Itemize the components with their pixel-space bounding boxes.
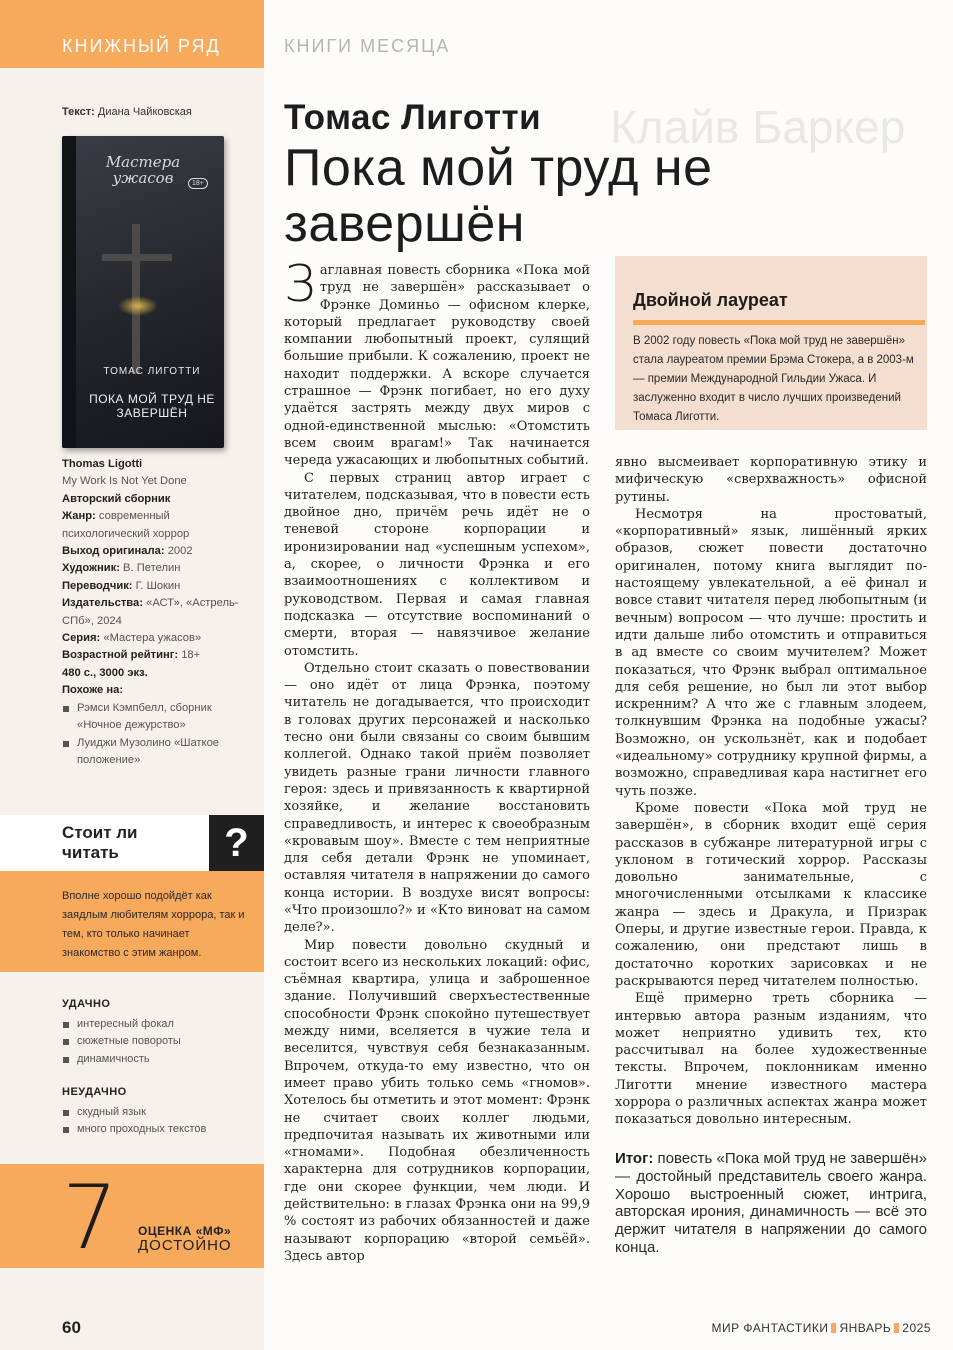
pros-label: УДАЧНО — [62, 998, 111, 1010]
summary-text: повесть «Пока мой труд не завершён» — достойный представитель своего жанра. Хорошо выстроенный сюжет, интрига, авторская ирония, динамичность — всё это держит читателя в напряжении до самого конца. — [615, 1150, 928, 1256]
rating-label: ОЦЕНКА «МФ» — [138, 1224, 232, 1238]
pros-item: динамичность — [62, 1051, 252, 1069]
year-value: 2002 — [167, 545, 193, 558]
pros-block — [62, 996, 252, 1068]
page-number: 60 — [62, 1318, 81, 1337]
series-value: «Мастера ужасов» — [103, 632, 202, 645]
section-label: КНИЖНЫЙ РЯД — [62, 36, 221, 56]
verdict-box — [0, 871, 264, 972]
age-label: Возрастной рейтинг: — [62, 649, 179, 662]
paragraph: Ещё примерно треть сборника — интервью автора разным изданиям, что может неприятно удивить тех, кто рассчитывал на более художественные тексты. Впрочем, поклонникам именно Лиготти мнение известного мастера хоррора о различных аспектах жанра может показаться довольно интересным. — [615, 991, 927, 1128]
translator-label: Переводчик: — [62, 579, 133, 592]
artist-value: В. Петелин — [123, 562, 181, 575]
laureate-title: Двойной лауреат — [633, 290, 788, 310]
book-info — [62, 456, 252, 769]
article-title: Пока мой труд не завершён — [284, 139, 713, 253]
section-label-right: КНИГИ МЕСЯЦА — [284, 36, 451, 56]
worth-reading-header — [0, 815, 264, 871]
orig-author: Thomas Ligotti — [62, 458, 143, 470]
credit-name: Диана Чайковская — [97, 106, 192, 118]
book-type: Авторский сборник — [62, 492, 171, 505]
paragraph: Мир повести довольно скудный и состоит всего из нескольких локаций: офис, съёмная квартира, улица и заброшенное здание. Получивший сверхъестественные способности Фрэнк спокойно путешествует между ними, вселяется в чужие тела и веселится, чувствуя себя безнаказанным. Впрочем, откуда-то ему известно, что он имеет право убить только семь «гномов». Хотелось бы отметить и этот момент: Фрэнк не считает своих коллег людьми, предпочитая называть их животными или «гномами». Подобная обезличенность характерна для сотрудников корпорации, где они скорее функции, чем люди. И действительно: в глазах Фрэнка они на 99,9 % состоят из рабочих обязанностей и даже называют корпорацию «второй семьёй». Здесь автор — [284, 937, 590, 1264]
laureate-box — [615, 256, 927, 430]
paragraph: Кроме повести «Пока мой труд не завершён», в сборник входит ещё серия рассказов в субжанре литературной игры с уклоном в готический хоррор. Рассказы довольно занимательные, с многочисленными отсылками к классике жанра — здесь и Дракула, и Призрак Оперы, и другие известные герои. Правда, к сожалению, они предстают лишь в достаточно коротких зарисовках и не раскрываются перед читателем полностью. — [615, 800, 927, 989]
paragraph: явно высмеивает корпоративную этику и мифическую «сверхважность» офисной рутины. — [615, 455, 927, 505]
author-credit — [62, 106, 192, 118]
similar-list — [62, 700, 252, 770]
cons-item: скудный язык — [62, 1104, 252, 1122]
publisher-value: «АСТ», «Астрель-СПб», 2024 — [62, 597, 239, 627]
footer — [711, 1321, 931, 1335]
footer-separator — [831, 1323, 836, 1333]
cons-label: НЕУДАЧНО — [62, 1086, 127, 1098]
book-spine — [62, 136, 76, 448]
cons-item: много проходных текстов — [62, 1121, 252, 1139]
rating-value: 7 — [62, 1166, 118, 1269]
paragraph: Несмотря на простоватый, «корпоративный» язык, лишённый ярких образов, сюжет повести достаточно оригинален, потому книга выглядит по-настоящему увлекательной, а её финал и вовсе ставит читателя перед любопытным (и вечным) вопросом — что лучше: простить и идти дальше либо отомстить и отправиться в ад вместе со своим мучителем? Может показаться, что Фрэнк выбрал оптимальное для себя решение, но был ли этот выбор искренним? А что же с главным злодеем, толкнувшим Фрэнка на подобные ужасы? Возможно, он ускользнёт, как и подобает «идеальному» сотруднику крупной фирмы, а возможно, справедливая кара настигнет его чуть позже. — [615, 506, 927, 799]
article-column-2 — [615, 454, 927, 1144]
rating-box — [0, 1164, 264, 1268]
ghost-title: Клайв Баркер — [610, 101, 906, 153]
paragraph: аглавная повесть сборника «Пока мой труд не завершён» рассказывает о Фрэнке Доминьо — офисном клерке, который предлагает руководству своей компании любопытный проект, сулящий большие прибыли. К сожалению, проект не находит поддержки. А вскоре случается страшное — Фрэнк погибает, но его духу удаётся застрять между двух миров с одной-единственной мыслью: «Отомстить всем своим врагам!» Так начинается череда ужасающих и любопытных событий. — [284, 263, 590, 469]
artist-label: Художник: — [62, 562, 120, 575]
section-header-left — [0, 0, 264, 68]
article-author: Томас Лиготти — [284, 98, 542, 137]
book-cover — [62, 136, 224, 448]
verdict-text: Вполне хорошо подойдёт как заядлым любителям хоррора, так и тем, кто только начинает знакомство с этим жанром. — [62, 890, 245, 959]
magazine-name: МИР ФАНТАСТИКИ — [711, 1321, 829, 1335]
paragraph: Отдельно стоит сказать о повествовании — оно идёт от лица Фрэнка, поэтому читатель не догадывается, что происходит в головах других персонажей и насколько тесно они были связаны со своим бывшим коллегой. Однако такой приём позволяет увидеть разные грани личности главного героя: здесь и привязанность к квартирной хозяйке, и желание восстановить справедливость, и интерес к своеобразным «кровавым шоу». Вместе с тем неприятные для себя детали Фрэнк не упоминает, оставляя читателя в напряжении до самого конца истории. В воздухе висят вопросы: «Что произошло?» и «Кто виноват на самом деле?». — [284, 660, 590, 936]
cons-block — [62, 1084, 252, 1139]
drop-cap: З — [284, 255, 316, 313]
cover-series: Мастера ужасов — [105, 153, 181, 187]
cover-title: ПОКА МОЙ ТРУД НЕ ЗАВЕРШЁН — [89, 392, 215, 420]
footer-separator — [894, 1323, 899, 1333]
genre-label: Жанр: — [62, 510, 96, 523]
pages-value: 480 с., 3000 экз. — [62, 666, 148, 679]
question-mark-icon: ? — [209, 815, 264, 871]
age-value: 18+ — [181, 649, 201, 662]
summary — [615, 1150, 927, 1257]
paragraph: С первых страниц автор играет с читателем, подсказывая, что в повести есть двойное дно, причём речь идёт не о теневой стороне корпорации и иронизировании над «успешным успехом», а, скорее, о личности Фрэнка и его взаимоотношениях с коллективом и руководством. Первая и самая главная подсказка — отсутствие воспоминаний о смерти, вторая — навязчивое желание отомстить. — [284, 470, 590, 659]
similar-item: Луиджи Музолино «Шаткое положение» — [62, 735, 252, 770]
similar-item: Рэмси Кэмпбелл, сборник «Ночное дежурство» — [62, 700, 252, 735]
worth-reading-title: Стоит ли читать — [62, 823, 138, 862]
orig-title: My Work Is Not Yet Done — [62, 475, 187, 488]
article-column-1 — [284, 255, 590, 1277]
year-label: Выход оригинала: — [62, 545, 165, 558]
translator-value: Г. Шокин — [135, 579, 181, 592]
credit-label: Текст: — [62, 106, 95, 118]
laureate-divider — [633, 320, 925, 325]
cover-author: ТОМАС ЛИГОТТИ — [103, 366, 201, 377]
cover-art-glow — [118, 296, 158, 316]
cover-age-badge: 18+ — [188, 178, 208, 189]
cover-art-crossbar — [102, 254, 172, 261]
publisher-label: Издательства: — [62, 597, 143, 610]
similar-label: Похоже на: — [62, 684, 124, 697]
summary-label: Итог: — [615, 1150, 654, 1167]
laureate-text: В 2002 году повесть «Пока мой труд не завершён» стала лауреатом премии Брэма Стокера, а в 2003-м — премии Международной Гильдии Ужаса. И заслуженно входит в число лучших произведений Томаса Лиготти. — [633, 335, 914, 423]
issue-month: ЯНВАРЬ — [839, 1321, 892, 1335]
rating-verdict: ДОСТОЙНО — [138, 1237, 232, 1254]
issue-year: 2025 — [902, 1321, 931, 1335]
pros-item: сюжетные повороты — [62, 1033, 252, 1051]
series-label: Серия: — [62, 632, 101, 645]
genre-value: современный психологический хоррор — [62, 510, 190, 540]
pros-item: интересный фокал — [62, 1016, 252, 1034]
